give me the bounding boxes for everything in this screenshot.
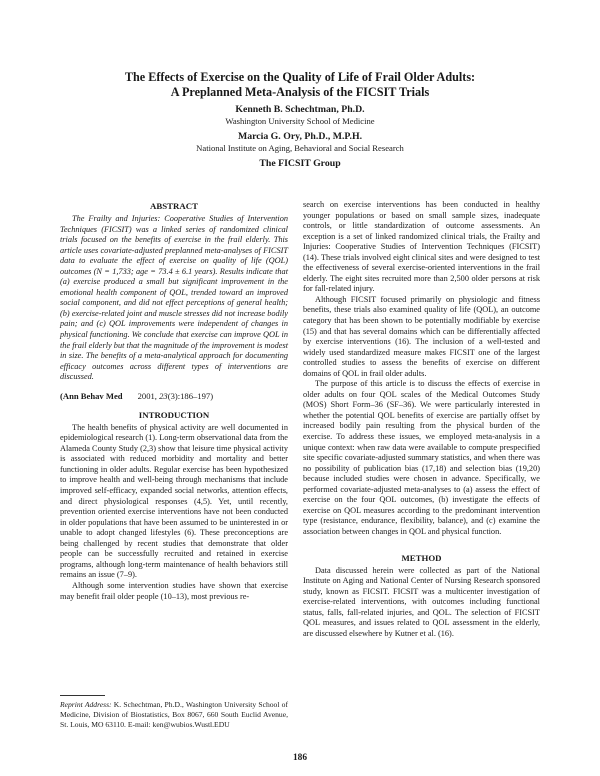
citation-year: 2001,: [137, 390, 157, 401]
author-2: [0, 131, 600, 154]
article-title: [0, 70, 600, 100]
citation-volume: 23: [159, 390, 168, 401]
introduction-heading: INTRODUCTION: [138, 409, 210, 420]
intro-paragraph-4: The purpose of this article is to discuss the effects of exercise in older adults on four QOL scales of the Medical Outcomes Study (MOS) Short Form–36 (SF–36). We were particularly interested in whether the potential QOL benefits of exercise are partially offset by increased bodily pain resulting from the physical burden of the exercise. To address these issues, we employed meta-analysis in a unique context: when raw data were available to compute prespecified site specific covariate-adjusted summary statistics, and when there was no possibility of publication bias (17,18) and selection bias (19,20) because included studies were chosen in advance. Specifically, we performed covariate-adjusted meta-analyses to (a) assess the effect of exercise on the four QOL outcomes, (b) investigate the effects of exercise on QOL measures according to the predominant intervention type (resistance, endurance, flexibility, balance), and (c) examine the association between changes in QOL and physical function.: [303, 379, 540, 536]
footnote-text: K. Schechtman, Ph.D., Washington University School of Medicine, Division of Biostatistics, Box 8067, 660 South Euclid Avenue, St. Louis, MO 63110. E-mail: ken@wubios.Wustl.EDU: [60, 700, 288, 729]
author-1: [0, 104, 600, 127]
method-paragraph-1: Data discussed herein were collected as part of the National Institute on Aging and National Center of Nursing Research sponsored study, known as FICSIT. FICSIT was a multicenter investigation of exercise-related interventions, with outcomes including functional status, falls, fall-related injuries, and QOL. The selection of FICSIT QOL measures, and issues related to QOL assessment in the elderly, are discussed elsewhere by Kutner et al. (16).: [303, 565, 540, 638]
reprint-footnote: [60, 700, 288, 729]
footnote-label: Reprint Address:: [60, 700, 112, 709]
title-line-1: The Effects of Exercise on the Quality of Life of Frail Older Adults:: [124, 70, 476, 84]
citation-issue-pages: (3):186–197): [167, 390, 214, 401]
abstract-text: The Frailty and Injuries: Cooperative Studies of Intervention Techniques (FICSIT) was a linked series of randomized clinical trials focused on the benefits of exercise in the frail elderly. This article uses covariate-adjusted preplanned meta-analyses of FICSIT data to evaluate the effect of exercise on quality of life (QOL) outcomes (N = 1,733; age = 73.4 ± 6.1 years). Results indicate that (a) exercise produced a small but significant improvement in the emotional health component of QOL, trended toward an improved social component, and did not effect perceptions of general health; (b) exercise-related joint and muscle stresses did not increase bodily pain; and (c) QOL improvements were independent of changes in physical functioning. We conclude that exercise can improve QOL in the frail elderly but that the magnitude of the improvement is modest in size. The benefits of a meta-analytical approach for documenting efficacy outcomes across different types of interventions are discussed.: [60, 214, 288, 382]
citation: [60, 391, 288, 401]
author-name: Marcia G. Ory, Ph.D., M.P.H.: [237, 131, 363, 142]
intro-paragraph-2-continued: search on exercise interventions has been conducted in healthy younger populations or based on small sample sizes, inadequate controls, or little standardization of outcome assessments. An exception is a set of linked randomized clinical trials, the Frailty and Injuries: Cooperative Studies of Intervention Techniques (FICSIT) (14). These trials involved eight clinical sites and were designed to test the effectiveness of several exercise-oriented interventions in the frail elderly. The eight sites recruited more than 2,500 older persons at risk for fall-related injury.: [303, 200, 540, 294]
author-name: Kenneth B. Schechtman, Ph.D.: [235, 104, 365, 115]
method-heading: METHOD: [401, 552, 442, 563]
citation-journal: (Ann Behav Med: [60, 390, 123, 401]
intro-paragraph-1: The health benefits of physical activity are well documented in epidemiological research (1). Long-term observational data from the Alameda County Study (2,3) show that leisure time physical activity is associated with reduced morbidity and mortality and better functioning in older adults. Regular exercise has been hypothesized to improve health and well-being through mechanisms that include improved self-efficacy, expanded social networks, attention effects, and direct physiological responses (4,5). Yet, until recently, prevention oriented exercise interventions have not been conducted in older populations that have been assumed to be uninterested in or unable to adopt changed lifestyles (6). These preconceptions are being challenged by recent studies that demonstrate that older people can be successfully recruited and retained in exercise programs, although long-term maintenance of health behaviors still remains an issue (7–9).: [60, 422, 288, 580]
intro-paragraph-3: Although FICSIT focused primarily on physiologic and fitness benefits, these trials also examined quality of life (QOL), an outcome category that has been shown to be potentially modifiable by exercise (15) and that has several domains which can be differentially affected by exercise interventions (16). The inclusion of a well-tested and widely used standardized measure makes FICSIT one of the largest controlled studies to assess the benefits of exercise on different domains of QOL in frail older adults.: [303, 294, 540, 378]
page-number: 186: [292, 753, 308, 763]
left-column: [60, 200, 288, 602]
author-group: The FICSIT Group: [259, 158, 341, 169]
title-line-2: A Preplanned Meta-Analysis of the FICSIT Trials: [170, 85, 430, 99]
footnote-divider: [60, 695, 105, 696]
author-affiliation: National Institute on Aging, Behavioral and Social Research: [196, 143, 404, 153]
abstract-heading: ABSTRACT: [150, 201, 198, 211]
intro-paragraph-2-start: Although some intervention studies have shown that exercise may benefit frail older people (10–13), most previous re-: [60, 580, 288, 601]
right-column: [303, 200, 540, 639]
author-affiliation: Washington University School of Medicine: [225, 116, 375, 126]
